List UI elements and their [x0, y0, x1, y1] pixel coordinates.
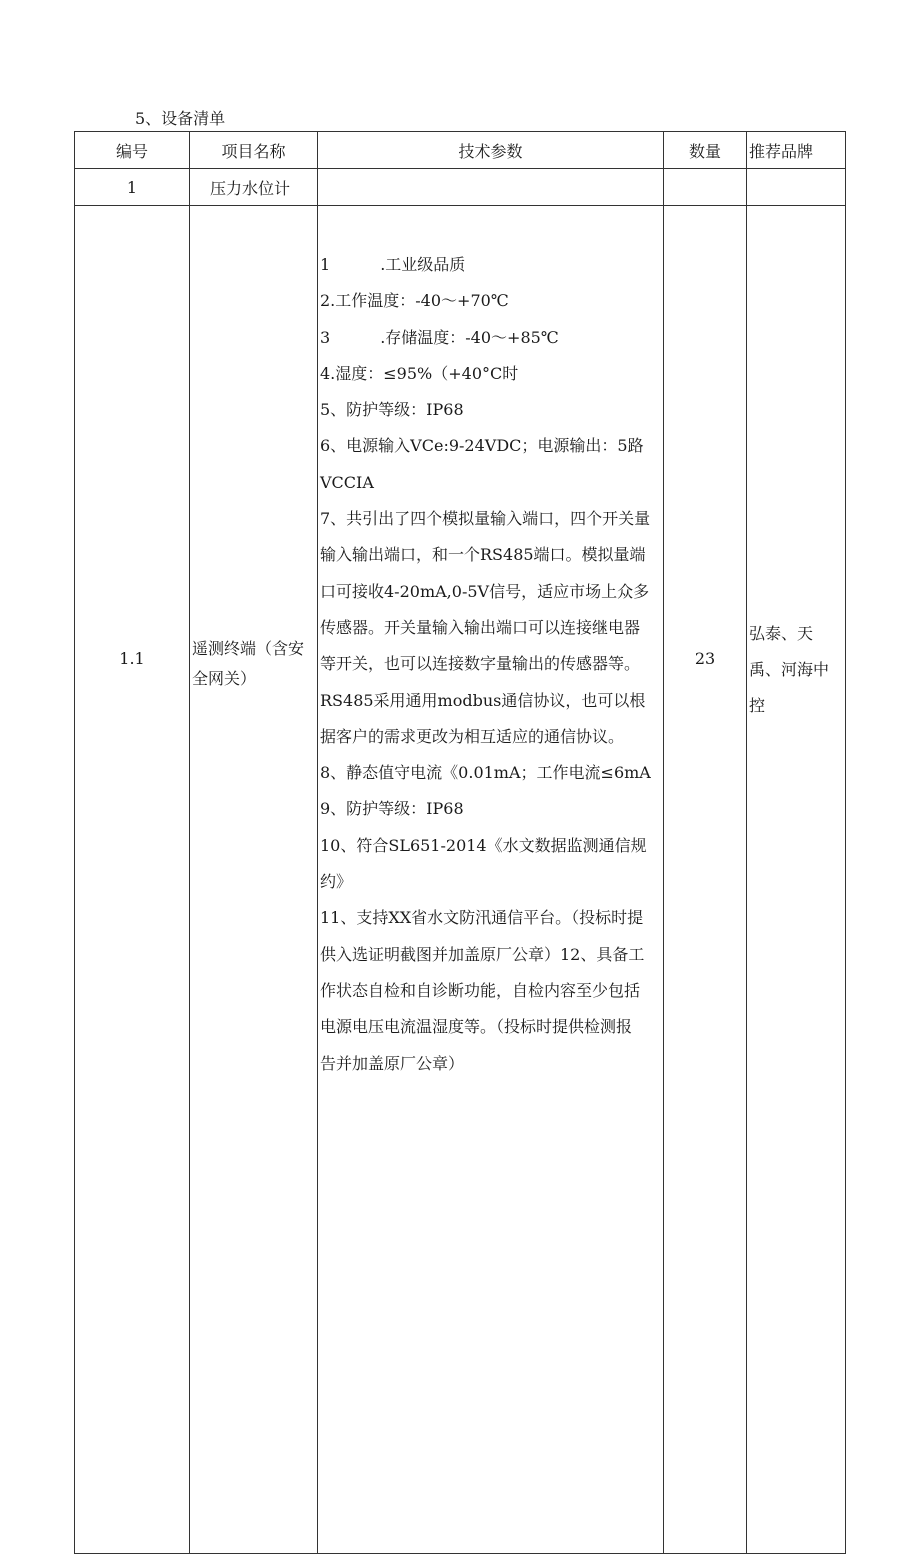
param-line: VCCIA — [320, 472, 374, 492]
row2-name-line: 全网关） — [192, 669, 257, 688]
param-line: 等开关，也可以连接数字量输出的传感器等。 — [320, 654, 641, 674]
param-line: 6、电源输入VCe:9-24VDC；电源输出：5路 — [320, 436, 644, 456]
param-line: 据客户的需求更改为相互适应的通信协议。 — [320, 726, 625, 746]
row1-params — [318, 169, 664, 206]
param-line: 5、防护等级：IP68 — [320, 400, 464, 420]
row2-brand-line: 弘泰、天 — [749, 624, 814, 643]
row1-qty — [664, 169, 747, 206]
table-header-row — [75, 132, 846, 169]
table-row — [75, 169, 846, 206]
param-line: 4.湿度：≤95%（+40°C时 — [320, 363, 519, 383]
param-line: 告并加盖原厂公章） — [320, 1053, 465, 1073]
equipment-table — [74, 131, 846, 1554]
param-line: 传感器。开关量输入输出端口可以连接继电器 — [320, 617, 641, 637]
row2-brand — [747, 206, 846, 1554]
param-line: 11、支持XX省水文防汛通信平台。（投标时提 — [320, 908, 644, 928]
param-line: 3 .存储温度：-40～+85℃ — [320, 327, 559, 347]
row2-num: 1.1 — [75, 206, 190, 1554]
section-heading: 5、设备清单 — [135, 109, 226, 128]
header-name: 项目名称 — [190, 132, 318, 169]
row1-name: 压力水位计 — [190, 169, 318, 206]
param-line: 7、共引出了四个模拟量输入端口，四个开关量 — [320, 509, 651, 529]
param-line: 10、符合SL651-2014《水文数据监测通信规 — [320, 835, 647, 855]
row2-brand-line: 禹、河海中 — [749, 660, 830, 679]
param-line: 口可接收4-20mA,0-5V信号，适应市场上众多 — [320, 581, 650, 601]
header-params: 技术参数 — [318, 132, 664, 169]
row1-brand — [747, 169, 846, 206]
table-row — [75, 206, 846, 1554]
param-line: 供入选证明截图并加盖原厂公章）12、具备工 — [320, 944, 645, 964]
param-line: 作状态自检和自诊断功能，自检内容至少包括 — [320, 980, 641, 1000]
row2-params — [318, 206, 664, 1554]
row1-num: 1 — [75, 169, 190, 206]
param-line: RS485采用通用modbus通信协议，也可以根 — [320, 690, 646, 710]
header-qty: 数量 — [664, 132, 747, 169]
param-line: 9、防护等级：IP68 — [320, 799, 464, 819]
header-num: 编号 — [75, 132, 190, 169]
param-line: 2.工作温度：-40～+70℃ — [320, 291, 509, 311]
row2-brand-line: 控 — [749, 696, 766, 715]
param-line: 8、静态值守电流《0.01mA；工作电流≤6mA — [320, 763, 651, 783]
row2-qty: 23 — [664, 206, 747, 1554]
param-line: 输入输出端口，和一个RS485端口。模拟量端 — [320, 545, 646, 565]
param-line: 约》 — [320, 872, 353, 892]
row2-name-line: 遥测终端（含安 — [192, 639, 305, 658]
param-line: 1 .工业级品质 — [320, 255, 466, 274]
row2-name — [190, 206, 318, 1554]
param-line: 电源电压电流温湿度等。（投标时提供检测报 — [320, 1017, 633, 1037]
header-brand: 推荐品牌 — [747, 132, 846, 169]
